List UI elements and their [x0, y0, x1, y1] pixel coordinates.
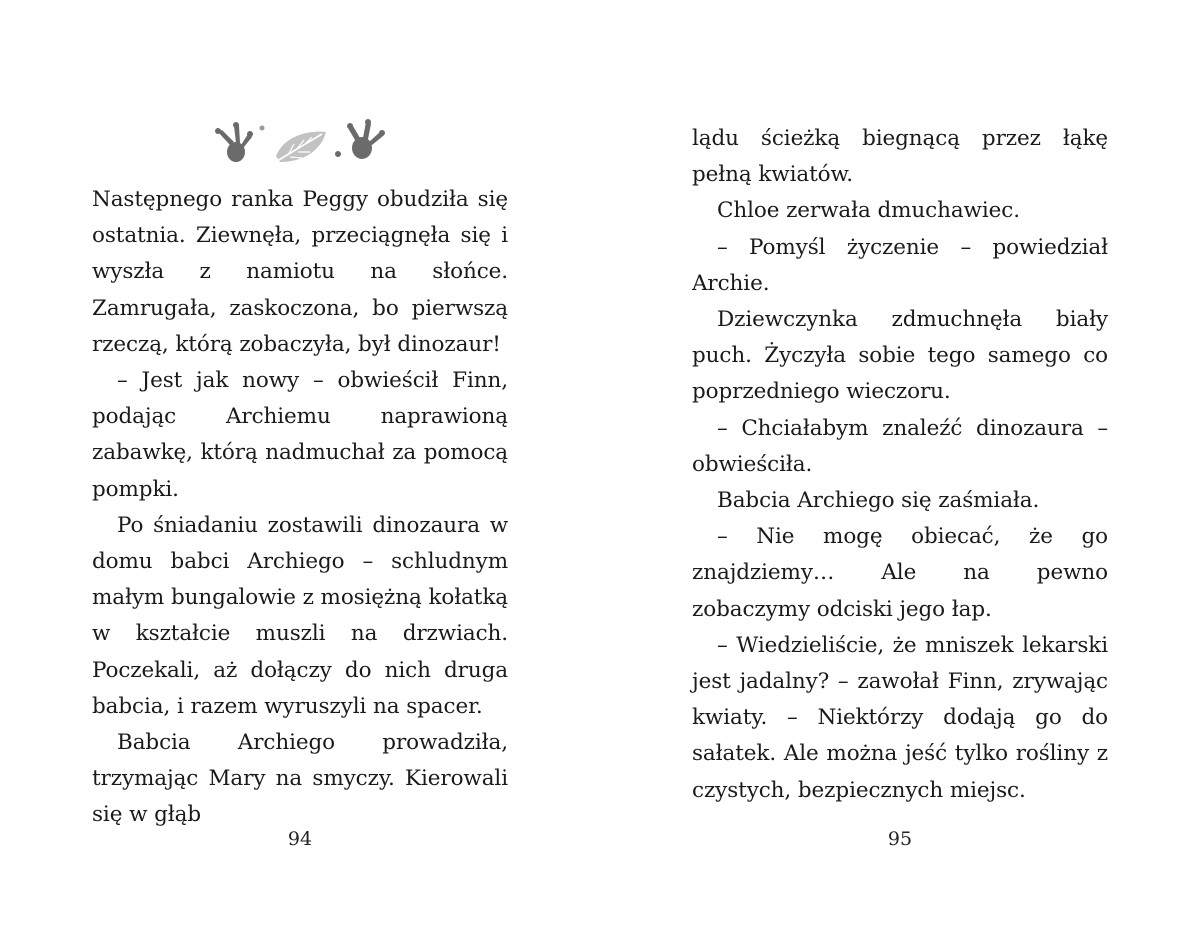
paragraph: Następnego ranka Peggy obudziła się ostatnia. Ziewnęła, przeciągnęła się i wyszła z namiotu na słońce. Zamrugała, zaskoczona, bo pierwszą rzeczą, którą zobaczyła, był dinozaur! — [92, 187, 508, 357]
paragraph: Babcia Archiego prowadziła, trzymając Mary na smyczy. Kierowali się w głąb — [92, 730, 508, 828]
paragraph: – Jest jak nowy – obwieścił Finn, podając Archiemu naprawioną zabawkę, którą nadmuchał za pomocą pompki. — [92, 368, 508, 502]
right-page-text — [692, 121, 1108, 809]
paragraph: Chloe zerwała dmuchawiec. — [717, 198, 1020, 224]
paragraph: – Wiedzieliście, że mniszek lekarski jest jadalny? – zawołał Finn, zrywając kwiaty. – Niektórzy dodają go do sałatek. Ale można jeść tylko rośliny z czystych, bezpiecznych miejsc. — [692, 632, 1108, 803]
dino-footprints-leaf-icon — [210, 118, 394, 170]
right-page — [692, 0, 1108, 946]
page-number: 94 — [287, 828, 313, 850]
leaf-icon — [272, 132, 326, 164]
paragraph: lądu ścieżką biegnącą przez łąkę pełną kwiatów. — [692, 126, 1108, 188]
left-page-text — [92, 182, 508, 834]
paragraph: – Chciałabym znaleźć dinozaura – obwieściła. — [692, 415, 1108, 477]
footprint-icon — [347, 119, 385, 159]
left-page — [92, 0, 508, 946]
paragraph: Po śniadaniu zostawili dinozaura w domu babci Archiego – schludnym małym bungalowie z mosiężną kołatką w kształcie muszli na drzwiach. Poczekali, aż dołączy do nich druga babcia, i razem wyruszyli na spacer. — [92, 512, 508, 719]
paragraph: Dziewczynka zdmuchnęła biały puch. Życzyła sobie tego samego co poprzedniego wieczoru. — [692, 307, 1108, 405]
footprint-icon — [215, 122, 253, 162]
paragraph: – Pomyśl życzenie – powiedział Archie. — [692, 234, 1108, 296]
paragraph: Babcia Archiego się zaśmiała. — [717, 488, 1040, 514]
page-number: 95 — [887, 828, 913, 850]
paragraph: – Nie mogę obiecać, że go znajdziemy… Ale na pewno zobaczymy odciski jego łap. — [692, 524, 1108, 622]
